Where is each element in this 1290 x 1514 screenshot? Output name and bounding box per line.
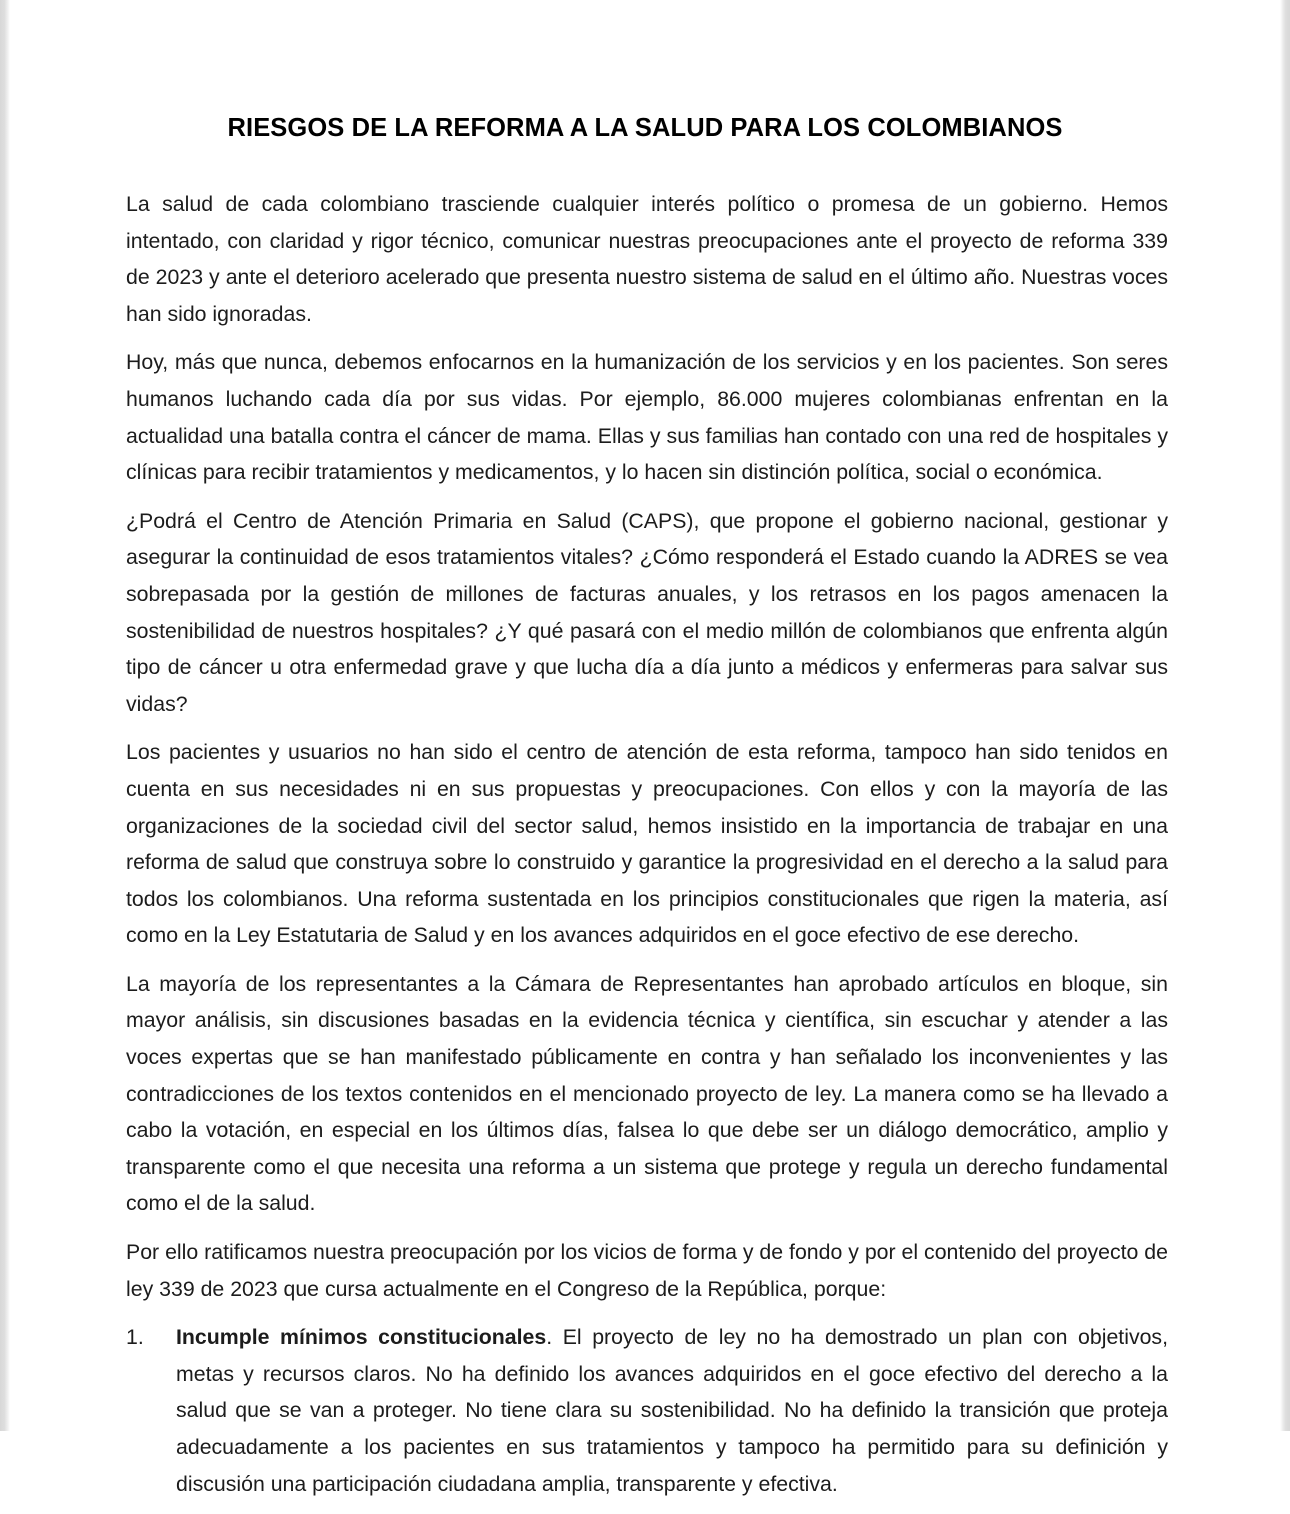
- document-body: [126, 186, 1168, 1514]
- paragraph-3: ¿Podrá el Centro de Atención Primaria en Salud (CAPS), que propone el gobierno nacional, gestionar y asegurar la continuidad de esos tratamientos vitales? ¿Cómo responderá el Estado cuando la ADRES se vea sobrepasada por la gestión de millones de facturas anuales, y los retrasos en los pagos amenacen la sostenibilidad de nuestros hospitales? ¿Y qué pasará con el medio millón de colombianos que enfrenta algún tipo de cáncer u otra enfermedad grave y que lucha día a día junto a médicos y enfermeras para salvar sus vidas?: [126, 508, 1168, 716]
- numbered-list: [126, 1319, 1168, 1502]
- paragraph-4: Los pacientes y usuarios no han sido el centro de atención de esta reforma, tampoco han sido tenidos en cuenta en sus necesidades ni en sus propuestas y preocupaciones. Con ellos y con la mayoría de las organizaciones de la sociedad civil del sector salud, hemos insistido en la importancia de trabajar en una reforma de salud que construya sobre lo construido y garantice la progresividad en el derecho a la salud para todos los colombianos. Una reforma sustentada en los principios constitucionales que rigen la materia, así como en la Ley Estatutaria de Salud y en los avances adquiridos en el goce efectivo de ese derecho.: [126, 740, 1168, 948]
- list-item: [126, 1319, 1168, 1502]
- page-gutter-right: [1280, 0, 1290, 1431]
- paragraph-6: Por ello ratificamos nuestra preocupación por los vicios de forma y de fondo y por el contenido del proyecto de ley 339 de 2023 que cursa actualmente en el Congreso de la República, porque:: [126, 1240, 1168, 1301]
- paragraph-1: La salud de cada colombiano trasciende cualquier interés político o promesa de un gobierno. Hemos intentado, con claridad y rigor técnico, comunicar nuestras preocupaciones ante el proyecto de reforma 339 de 2023 y ante el deterioro acelerado que presenta nuestro sistema de salud en el último año. Nuestras voces han sido ignoradas.: [126, 192, 1168, 326]
- paragraph-5: La mayoría de los representantes a la Cámara de Representantes han aprobado artículos en bloque, sin mayor análisis, sin discusiones basadas en la evidencia técnica y científica, sin escuchar y atender a las voces expertas que se han manifestado públicamente en contra y han señalado los inconvenientes y las contradicciones de los textos contenidos en el mencionado proyecto de ley. La manera como se ha llevado a cabo la votación, en especial en los últimos días, falsea lo que debe ser un diálogo democrático, amplio y transparente como el que necesita una reforma a un sistema que protege y regula un derecho fundamental como el de la salud.: [126, 971, 1168, 1216]
- list-item-text: . El proyecto de ley no ha demostrado un plan con objetivos, metas y recursos claros. No ha definido los avances adquiridos en el goce efectivo del derecho a la salud que se van a proteger. No tiene clara su sostenibilidad. No ha definido la transición que proteja adecuadamente a los pacientes en sus tratamientos y tampoco ha permitido para su definición y discusión una participación ciudadana amplia, transparente y efectiva.: [176, 1325, 1168, 1496]
- list-item-lead: Incumple mínimos constitucionales: [176, 1325, 547, 1350]
- paragraph-2: Hoy, más que nunca, debemos enfocarnos en la humanización de los servicios y en los pacientes. Son seres humanos luchando cada día por sus vidas. Por ejemplo, 86.000 mujeres colombianas enfrentan en la actualidad una batalla contra el cáncer de mama. Ellas y sus familias han contado con una red de hospitales y clínicas para recibir tratamientos y medicamentos, y lo hacen sin distinción política, social o económica.: [126, 350, 1168, 485]
- page-title: RIESGOS DE LA REFORMA A LA SALUD PARA LOS COLOMBIANOS: [227, 114, 1063, 143]
- page-gutter-left: [0, 0, 10, 1431]
- page-canvas: [10, 0, 1280, 1496]
